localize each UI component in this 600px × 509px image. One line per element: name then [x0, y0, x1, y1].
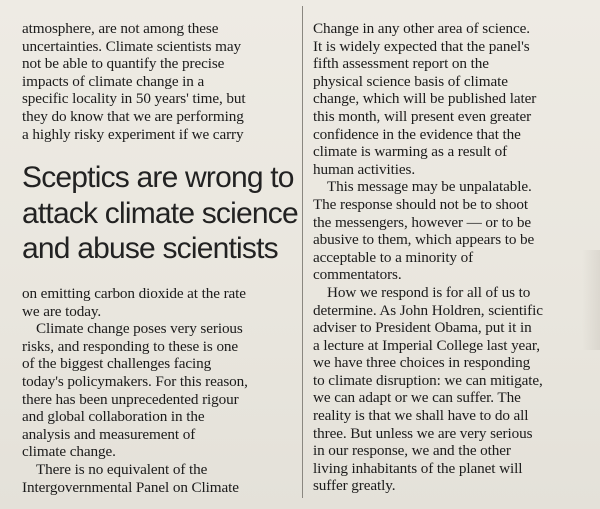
- text-line: climate is warming as a result of: [313, 143, 508, 161]
- text-line: Climate change poses very serious: [36, 320, 243, 338]
- text-line: Change in any other area of science.: [313, 20, 530, 37]
- text-line: climate change.: [22, 443, 116, 461]
- text-line: on emitting carbon dioxide at the rate: [22, 285, 246, 302]
- text-line: of the biggest challenges facing: [22, 355, 212, 373]
- text-line: determine. As John Holdren, scientific: [313, 301, 543, 319]
- text-line: three. But unless we are very serious: [313, 424, 533, 442]
- left-column-bottom-text: [22, 285, 290, 496]
- right-column-text: [313, 20, 581, 495]
- text-line: they do know that we are performing: [22, 107, 244, 125]
- headline-line: Sceptics are wrong to: [22, 161, 294, 194]
- text-line: there has been unprecedented rigour: [22, 390, 239, 408]
- text-line: analysis and measurement of: [22, 425, 196, 443]
- text-line: This message may be unpalatable.: [327, 178, 532, 196]
- text-line: impacts of climate change in a: [22, 72, 205, 90]
- left-column-top-text: [22, 20, 290, 143]
- text-line: we are today.: [22, 302, 102, 320]
- column-divider: [302, 6, 303, 498]
- page-edge-shadow: [582, 250, 600, 350]
- text-line: not be able to quantify the precise: [22, 55, 225, 73]
- text-line: abusive to them, which appears to be: [313, 231, 535, 249]
- text-line: to climate disruption: we can mitigate,: [313, 371, 543, 389]
- text-line: we have three choices in responding: [313, 354, 531, 372]
- text-line: this month, will present even greater: [313, 107, 532, 125]
- text-line: living inhabitants of the planet will: [313, 459, 523, 477]
- text-line: and global collaboration in the: [22, 408, 205, 426]
- text-line: It is widely expected that the panel's: [313, 37, 530, 55]
- text-line: the messengers, however — or to be: [313, 213, 532, 231]
- text-line: reality is that we shall have to do all: [313, 407, 529, 425]
- text-line: confidence in the evidence that the: [313, 125, 521, 143]
- headline-line: and abuse scientists: [22, 232, 278, 266]
- text-line: human activities.: [313, 160, 416, 178]
- text-line: adviser to President Obama, put it in: [313, 319, 532, 337]
- text-line: we can adapt or we can suffer. The: [313, 389, 521, 407]
- text-line: commentators.: [313, 266, 402, 284]
- text-line: physical science basis of climate: [313, 72, 508, 90]
- text-line: in our response, we and the other: [313, 442, 511, 460]
- text-line: a lecture at Imperial College last year,: [313, 336, 540, 354]
- text-line: How we respond is for all of us to: [327, 283, 531, 301]
- text-line: change, which will be published later: [313, 90, 537, 108]
- text-line: suffer greatly.: [313, 477, 396, 495]
- pull-quote-headline: [22, 160, 298, 267]
- headline-line: attack climate science: [22, 196, 298, 230]
- text-line: fifth assessment report on the: [313, 55, 489, 73]
- text-line: uncertainties. Climate scientists may: [22, 37, 241, 55]
- text-line: The response should not be to shoot: [313, 195, 529, 213]
- text-line: a highly risky experiment if we carry: [22, 125, 244, 143]
- text-line: Intergovernmental Panel on Climate: [22, 478, 239, 496]
- text-line: acceptable to a minority of: [313, 248, 474, 266]
- text-line: specific locality in 50 years' time, but: [22, 90, 246, 108]
- text-line: atmosphere, are not among these: [22, 20, 219, 37]
- text-line: risks, and responding to these is one: [22, 337, 239, 355]
- text-line: There is no equivalent of the: [36, 460, 208, 478]
- text-line: today's policymakers. For this reason,: [22, 372, 248, 390]
